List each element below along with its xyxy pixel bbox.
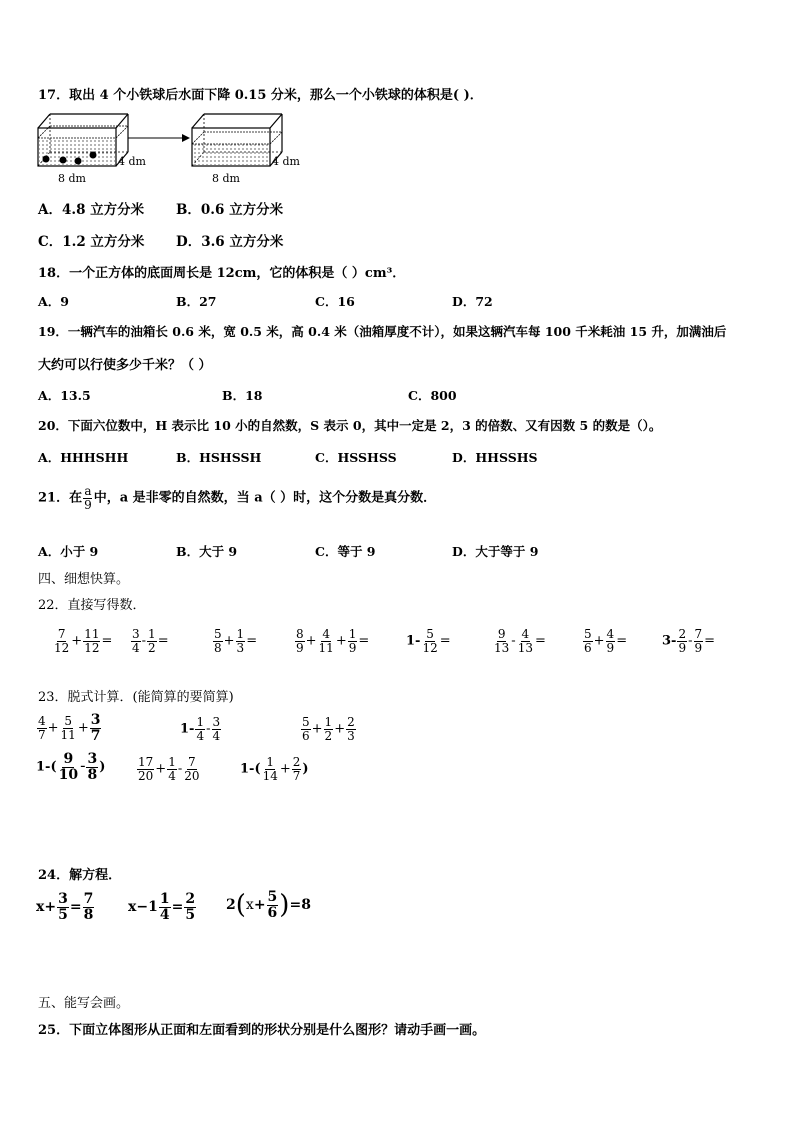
iron-ball [75, 158, 82, 165]
q22-expr-6: $\frac{9}{13}$ - $\frac{4}{13}$ = [494, 627, 546, 655]
q17-option-d[interactable]: D．3.6 立方分米 [176, 234, 284, 250]
tank-before [38, 114, 128, 166]
q22-expr-7: $\frac{5}{6}$ + $\frac{4}{9}$ = [584, 627, 628, 655]
q23-expr-1: $\frac{4}{7}$ + $\frac{5}{11}$ + $\frac{3}{7}$ [38, 712, 101, 744]
q22-expr-1: $\frac{7}{12}$ + $\frac{11}{12}$ = [54, 627, 113, 655]
iron-ball [60, 157, 67, 164]
q20-option-a[interactable]: A．HHHSHH [38, 450, 129, 465]
q21-option-a[interactable]: A．小于 9 [38, 544, 99, 559]
q22-expr-4: $\frac{8}{9}$ + $\frac{4}{11}$ + $\frac{1}{9}$ = [296, 627, 370, 655]
q23-expr-5: $\frac{17}{20}$ + $\frac{1}{4}$ - $\frac{7}{20}$ [138, 755, 200, 783]
q17-option-a[interactable]: A．4.8 立方分米 [38, 202, 145, 218]
q19-line1: 19．一辆汽车的油箱长 0.6 米，宽 0.5 米，高 0.4 米（油箱厚度不计），如果这辆汽车每 100 千米耗油 15 升，加满油后 [38, 324, 727, 339]
q22-expr-3: $\frac{5}{8}$ + $\frac{1}{3}$ = [214, 627, 258, 655]
q24-equation-1: x+ $\frac{3}{5}$ = $\frac{7}{8}$ [36, 891, 94, 923]
q17-figure [30, 108, 320, 188]
q23-expr-2: 1- $\frac{1}{4}$ - $\frac{3}{4}$ [180, 715, 221, 743]
q20-option-c[interactable]: C．HSSHSS [315, 450, 397, 465]
q23-expr-6: 1-( $\frac{1}{14}$ + $\frac{2}{7}$ ) [240, 755, 309, 783]
q20-option-b[interactable]: B．HSHSSH [176, 450, 262, 465]
dim-len-2: 8 dm [212, 172, 240, 185]
q18-option-d[interactable]: D．72 [452, 294, 493, 309]
q18-option-b[interactable]: B．27 [176, 294, 217, 309]
tank-after [192, 114, 282, 166]
q22-expr-8: 3- $\frac{2}{9}$ - $\frac{7}{9}$ = [662, 627, 716, 655]
dim-h-1: 4 dm [118, 155, 146, 168]
q20-text: 20．下面六位数中，H 表示比 10 小的自然数，S 表示 0，其中一定是 2，3 的倍数、又有因数 5 的数是（）。 [38, 418, 662, 433]
q17-text: 17．取出 4 个小铁球后水面下降 0.15 分米，那么一个小铁球的体积是( )． [38, 88, 483, 103]
q19-line2: 大约可以行使多少千米？（ ） [38, 358, 212, 373]
q17-option-b[interactable]: B．0.6 立方分米 [176, 202, 284, 218]
q18-option-c[interactable]: C．16 [315, 294, 355, 309]
dim-len-1: 8 dm [58, 172, 86, 185]
section-5-heading: 五、能写会画。 [38, 996, 130, 1011]
q18-option-a[interactable]: A．9 [38, 294, 69, 309]
q21-option-c[interactable]: C．等于 9 [315, 544, 376, 559]
q25-text: 25．下面立体图形从正面和左面看到的形状分别是什么图形？请动手画一画。 [38, 1023, 486, 1038]
q21-option-b[interactable]: B．大于 9 [176, 544, 238, 559]
q23-expr-3: $\frac{5}{6}$ + $\frac{1}{2}$ + $\frac{2}{3}$ [302, 715, 355, 743]
q24-equation-2: x−1 $\frac{1}{4}$ = $\frac{2}{5}$ [128, 891, 196, 923]
iron-ball [43, 156, 50, 163]
iron-ball [90, 152, 97, 159]
q19-option-b[interactable]: B．18 [222, 388, 263, 403]
q19-option-c[interactable]: C．800 [408, 388, 457, 403]
q22-expr-2: $\frac{3}{4}$ - $\frac{1}{2}$ = [132, 627, 169, 655]
q18-text: 18．一个正方体的底面周长是 12cm，它的体积是（ ）cm³． [38, 266, 406, 281]
q21-option-d[interactable]: D．大于等于 9 [452, 544, 539, 559]
q20-option-d[interactable]: D．HHSSHS [452, 450, 538, 465]
q23-title: 23．脱式计算．(能简算的要简算) [38, 690, 234, 705]
q22-expr-5: 1- $\frac{5}{12}$ = [406, 627, 451, 655]
q22-title: 22．直接写得数． [38, 598, 146, 613]
q17-option-c[interactable]: C．1.2 立方分米 [38, 234, 145, 250]
q19-option-a[interactable]: A．13.5 [38, 388, 91, 403]
dim-h-2: 4 dm [272, 155, 300, 168]
section-4-heading: 四、细想快算。 [38, 572, 130, 587]
q23-expr-4: 1-( $\frac{9}{10}$ - $\frac{3}{8}$ ) [36, 751, 106, 783]
q24-title: 24．解方程． [38, 868, 122, 883]
q24-equation-3: 2(x+ $\frac{5}{6}$ )=8 [226, 889, 311, 921]
q21-text: 21．在 $\frac{a}{9}$ 中，a 是非零的自然数，当 a（ ）时，这个分数是真分数． [38, 484, 437, 512]
